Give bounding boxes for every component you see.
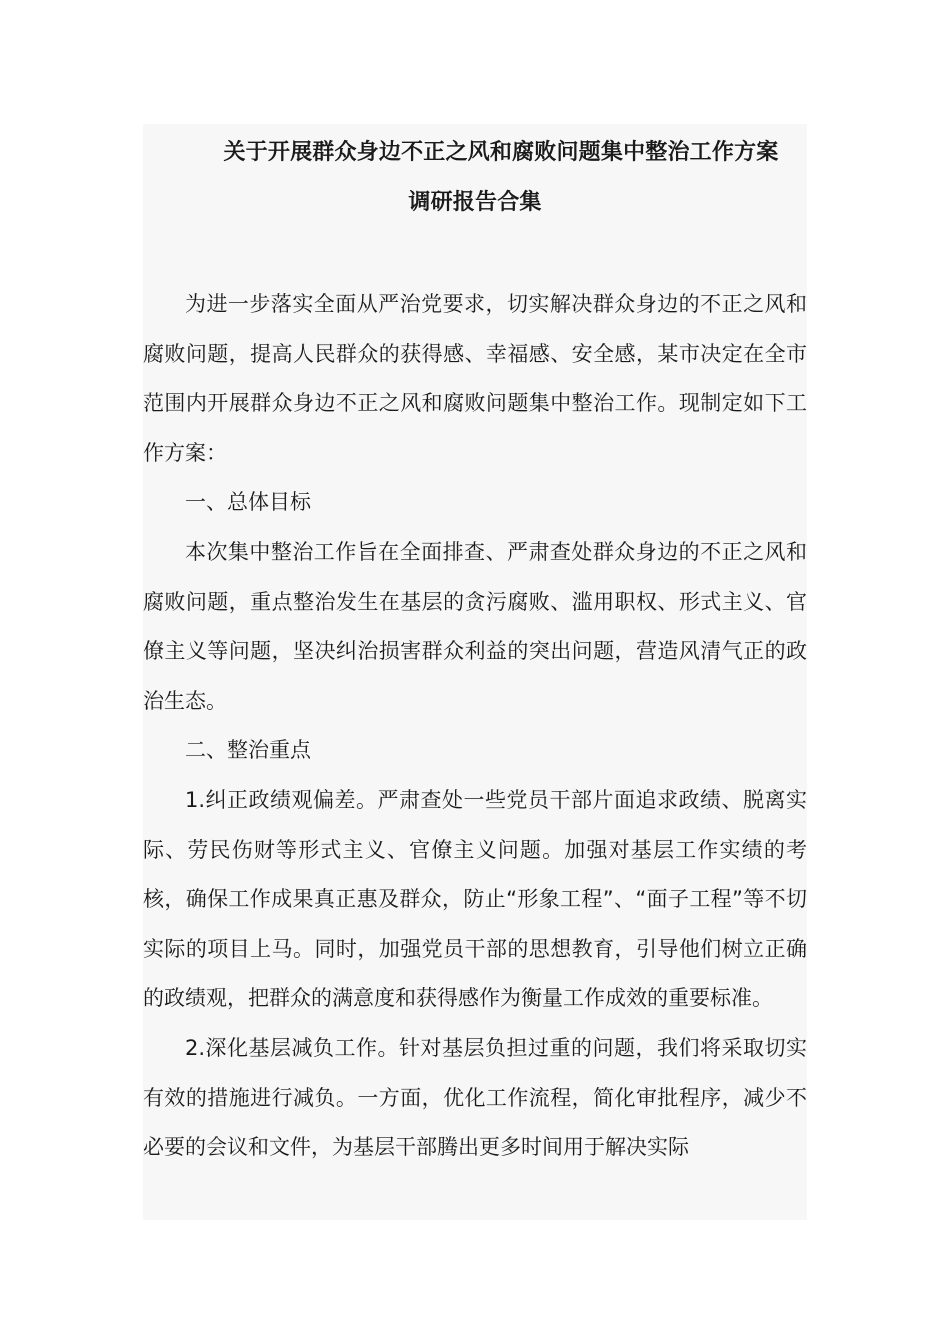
section-heading-key-points: 二、整治重点 bbox=[185, 738, 311, 763]
document-title bbox=[143, 124, 807, 228]
goal-paragraph: 本次集中整治工作旨在全面排查、严肃查处群众身边的不正之风和腐败问题，重点整治发生在基层的贪污腐败、滥用职权、形式主义、官僚主义等问题，坚决纠治损害群众利益的突出问题，营造风清气正的政治生态。 bbox=[143, 539, 807, 713]
intro-paragraph: 为进一步落实全面从严治党要求，切实解决群众身边的不正之风和腐败问题，提高人民群众的获得感、幸福感、安全感，某市决定在全市范围内开展群众身边不正之风和腐败问题集中整治工作。现制定如下工作方案： bbox=[143, 292, 807, 465]
title-line-2: 调研报告合集 bbox=[408, 190, 542, 215]
title-line-1: 关于开展群众身边不正之风和腐败问题集中整治工作方案 bbox=[223, 140, 779, 165]
key-point-1-paragraph: 1.纠正政绩观偏差。严肃查处一些党员干部片面追求政绩、脱离实际、劳民伤财等形式主义、官僚主义问题。加强对基层工作实绩的考核，确保工作成果真正惠及群众，防止“形象工程”、“面子工程”等不切实际的项目上马。同时，加强党员干部的思想教育，引导他们树立正确的政绩观，把群众的满意度和获得感作为衡量工作成效的重要标准。 bbox=[143, 787, 807, 1011]
key-point-2-paragraph: 2.深化基层减负工作。针对基层负担过重的问题，我们将采取切实有效的措施进行减负。一方面，优化工作流程，简化审批程序，减少不必要的会议和文件，为基层干部腾出更多时间用于解决实际 bbox=[143, 1035, 807, 1160]
section-heading-overall-goal: 一、总体目标 bbox=[185, 490, 311, 515]
document-page bbox=[143, 124, 807, 1220]
document-body bbox=[143, 280, 807, 1173]
